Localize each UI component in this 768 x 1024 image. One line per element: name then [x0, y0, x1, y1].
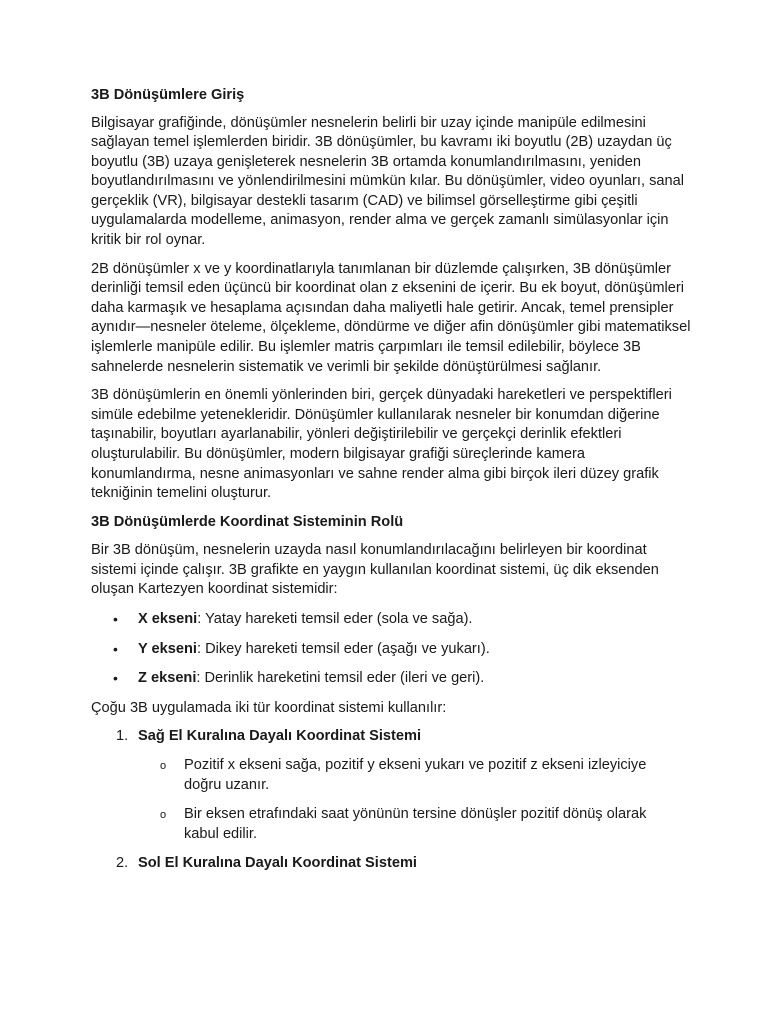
system-title: Sağ El Kuralına Dayalı Koordinat Sistemi: [138, 728, 422, 745]
list-item-left-hand-system: [91, 854, 691, 874]
list-item-y-axis: [91, 640, 691, 660]
sub-list-item: [138, 805, 691, 844]
axis-term: Z ekseni: [138, 670, 197, 687]
intro-paragraph-3: 3B dönüşümlerin en önemli yönlerinden biri, gerçek dünyadaki hareketleri ve perspektifleri simüle edebilme yetenekleridir. Dönüşümler kullanılarak nesneler bir konumdan diğerine taşınabilir, boyutları ayarlanabilir, yönleri değiştirilebilir ve gerçekçi derinlik efektleri oluşturulabilir. Bu dönüşümler, modern bilgisayar grafiği süreçlerinde kamera konumlandırma, nesne animasyonları ve sahne render alma gibi birçok ileri düzey grafik tekniğinin temelini oluşturur.: [91, 387, 672, 502]
coordinate-systems-list: [91, 727, 691, 874]
role-paragraph: Bir 3B dönüşüm, nesnelerin uzayda nasıl konumlandırılacağını belirleyen bir koordinat sistemi içinde çalışır. 3B grafikte en yaygın kullanılan koordinat sistemi, üç dik eksenden oluşan Kartezyen koordinat sistemidir:: [91, 542, 659, 598]
system-title: Sol El Kuralına Dayalı Koordinat Sistemi: [138, 855, 417, 872]
document-page: [91, 86, 691, 883]
intro-heading: 3B Dönüşümlere Giriş: [91, 87, 245, 103]
list-number: 2.: [116, 855, 129, 872]
list-item-z-axis: [91, 669, 691, 689]
circle-bullet-icon: o: [160, 809, 167, 822]
axis-description: : Derinlik hareketini temsil eder (ileri ve geri).: [196, 670, 485, 687]
axis-term: Y ekseni: [138, 640, 197, 657]
sub-list-text: Pozitif x ekseni sağa, pozitif y ekseni yukarı ve pozitif z ekseni izleyiciye doğru uzanır.: [184, 757, 647, 793]
bullet-icon: •: [113, 670, 118, 687]
intro-paragraph-1: Bilgisayar grafiğinde, dönüşümler nesnelerin belirli bir uzay içinde manipüle edilmesini sağlayan temel işlemlerden biridir. 3B dönüşümler, bu kavramı iki boyutlu (2B) uzaydan üç boyutlu (3B) uzaya genişleterek nesnelerin 3B ortamda konumlandırılmasını, yeniden boyutlandırılmasını ve yönlendirilmesini mümkün kılar. Bu dönüşümler, video oyunları, sanal gerçeklik (VR), bilgisayar destekli tasarım (CAD) ve bilimsel görselleştirme gibi çeşitli uygulamalarda modelleme, animasyon, render alma ve gerçek zamanlı simülasyonlar için kritik bir rol oynar.: [91, 114, 684, 249]
list-item-right-hand-system: [91, 727, 691, 844]
axes-list: [91, 610, 691, 689]
sub-list: [138, 756, 691, 844]
bullet-icon: •: [113, 640, 118, 657]
list-number: 1.: [116, 728, 129, 745]
sub-list-item: [138, 756, 691, 795]
axis-term: X ekseni: [138, 611, 198, 628]
sub-list-text: Bir eksen etrafındaki saat yönünün tersine dönüşler pozitif dönüş olarak kabul edilir.: [184, 806, 647, 842]
intro-paragraph-2: 2B dönüşümler x ve y koordinatlarıyla tanımlanan bir düzlemde çalışırken, 3B dönüşümler derinliği temsil eden üçüncü bir koordinat olan z eksenini de içerir. Bu ek boyut, dönüşümleri daha karmaşık ve hesaplama açısından daha maliyetli hale getirir. Ancak, temel prensipler aynıdır—nesneler öteleme, ölçekleme, döndürme ve diğer afin dönüşümler gibi matematiksel işlemlerle manipüle edilir. Bu işlemler matris çarpımları ile temsil edilebilir, böylece 3B sahnelerde nesnelerin sistematik ve verimli bir şekilde dönüştürülmesi sağlanır.: [91, 260, 691, 375]
systems-intro-text: Çoğu 3B uygulamada iki tür koordinat sistemi kullanılır:: [91, 699, 447, 716]
bullet-icon: •: [113, 611, 118, 628]
axis-description: : Yatay hareketi temsil eder (sola ve sağa).: [197, 611, 473, 628]
axis-description: : Dikey hareketi temsil eder (aşağı ve yukarı).: [196, 640, 490, 657]
role-heading: 3B Dönüşümlerde Koordinat Sisteminin Rolü: [91, 513, 404, 530]
circle-bullet-icon: o: [160, 760, 167, 773]
list-item-x-axis: [91, 610, 691, 630]
